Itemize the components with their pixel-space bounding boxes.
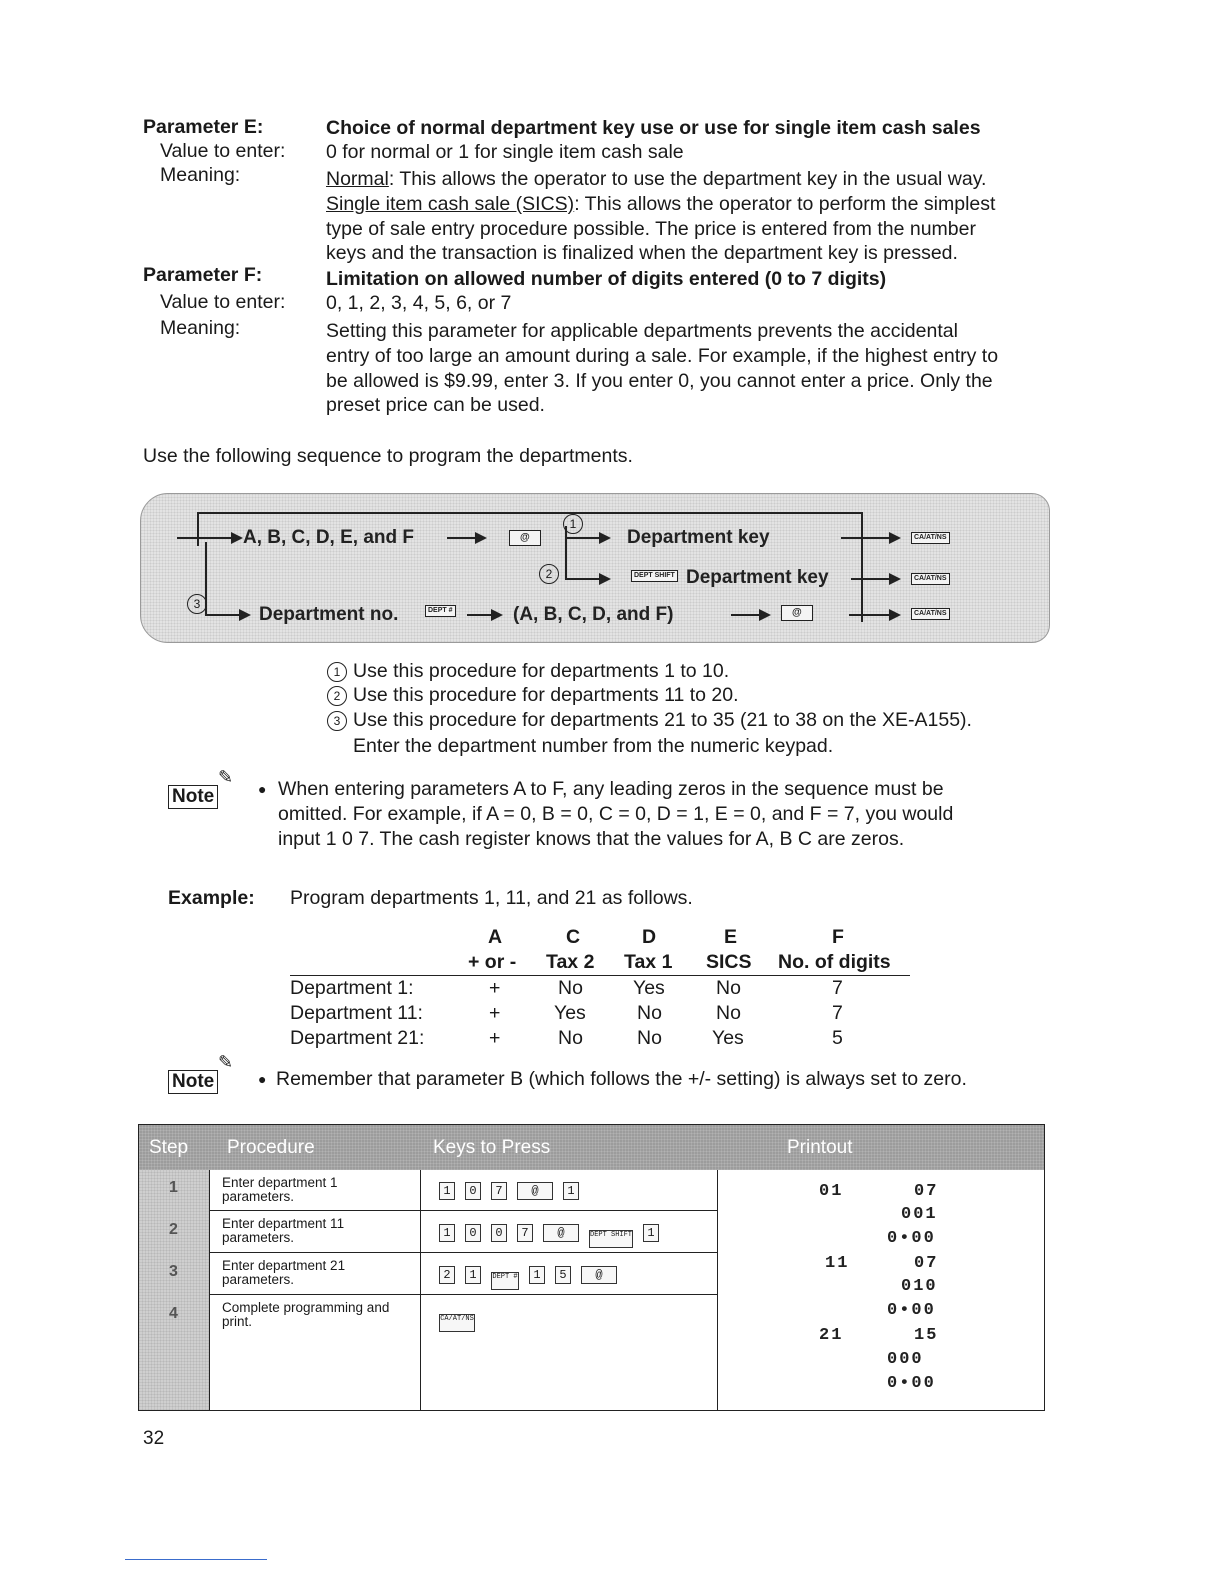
param-f-title: Limitation on allowed number of digits entered (0 to 7 digits) [326,268,887,290]
row2-f: 7 [832,1002,843,1024]
header-procedure: Procedure [227,1137,315,1158]
row1-f: 7 [832,977,843,999]
row3-d: No [637,1027,662,1049]
dept-shift-key: DEPT SHIFT [631,570,678,582]
row1-a: + [489,977,501,999]
printout-right: 001 [901,1205,938,1224]
key-dept-1: 1 [563,1182,579,1200]
param-f-line1: Setting this parameter for applicable departments prevents the accidental [326,320,958,342]
step2-line2: parameters. [222,1230,295,1245]
param-f-line4: preset price can be used. [326,394,545,416]
printout-right: 15 [914,1326,939,1345]
head-letter-a: A [488,926,503,948]
printout-left: 21 [819,1326,844,1345]
param-e-value: 0 for normal or 1 for single item cash sale [326,141,684,163]
diagram-dept-key-1: Department key [627,527,770,548]
printout-right: 010 [901,1277,938,1296]
row3-e: Yes [712,1027,744,1049]
note1-line2: omitted. For example, if A = 0, B = 0, C = 0, D = 1, E = 0, and F = 7, you would [278,803,954,825]
head-letter-e: E [724,926,738,948]
step1-keys [439,1181,589,1200]
pencil-icon: ✎ [218,1052,234,1072]
ca-key-1: CA/AT/NS [911,532,950,544]
param-f-value: 0, 1, 2, 3, 4, 5, 6, or 7 [326,292,512,314]
row2-e: No [716,1002,741,1024]
step3-keys [439,1265,627,1290]
diagram-abcdef-paren: (A, B, C, D, and F) [513,604,674,625]
proc-2-icon: 2 [327,686,347,706]
footer-line [125,1559,267,1560]
step3-line2: parameters. [222,1272,295,1287]
pencil-icon: ✎ [218,767,234,787]
diagram-abcdef: A, B, C, D, E, and F [243,527,415,548]
procedure-3-line2: Enter the department number from the numeric keypad. [353,735,834,757]
procedure-1: Use this procedure for departments 1 to 10. [353,660,730,682]
diagram-dept-no: Department no. [259,604,399,625]
param-f-meaning-label: Meaning: [160,317,241,339]
param-f-label: Parameter F: [143,264,263,286]
row2-dept: Department 11: [290,1002,423,1024]
note-badge-1: Note [168,785,218,809]
key-dept-shift: DEPT SHIFT [589,1230,633,1248]
key-dept-1: 1 [643,1224,659,1242]
key-0: 0 [465,1224,481,1242]
circle-3-icon: 3 [187,594,207,614]
key-5: 5 [555,1266,571,1284]
steps-table [138,1124,1045,1411]
head-letter-f: F [832,926,844,948]
step-number: 3 [169,1263,178,1280]
at-key-2: @ [781,605,813,621]
header-printout: Printout [787,1137,853,1158]
bullet-icon: ● [258,781,267,797]
printout-right: 07 [914,1254,939,1273]
row3-f: 5 [832,1027,843,1049]
key-dept-hash: DEPT # [491,1272,519,1290]
page-number: 32 [143,1428,165,1449]
printout-left: 01 [819,1182,844,1201]
step3-line1: Enter department 21 [222,1258,346,1273]
step-number: 2 [169,1221,178,1238]
param-e-meaning-label: Meaning: [160,164,241,186]
param-e-sics-line2: type of sale entry procedure possible. The price is entered from the number [326,218,976,240]
diagram-dept-key-2: Department key [686,567,829,588]
param-f-line2: entry of too large an amount during a sale. For example, if the highest entry to [326,345,999,367]
param-f-line3: be allowed is $9.99, enter 3. If you enter 0, you cannot enter a price. Only the [326,370,993,392]
at-key-1: @ [509,530,541,546]
key-7: 7 [517,1224,533,1242]
step2-keys [439,1223,669,1248]
step4-keys [439,1307,485,1332]
header-keys: Keys to Press [433,1137,551,1158]
param-e-value-label: Value to enter: [160,140,286,162]
row2-d: No [637,1002,662,1024]
head-name-f: No. of digits [778,951,891,973]
row1-e: No [716,977,741,999]
intro-text: Use the following sequence to program the departments. [143,445,633,467]
key-7: 7 [491,1182,507,1200]
row3-c: No [558,1027,583,1049]
normal-text: : This allows the operator to use the department key in the usual way. [388,168,987,190]
key-1: 1 [439,1182,455,1200]
key-1: 1 [439,1224,455,1242]
printout-right: 0•00 [887,1301,936,1320]
step4-line2: print. [222,1314,253,1329]
key-1: 1 [465,1266,481,1284]
key-0: 0 [465,1182,481,1200]
row1-d: Yes [633,977,665,999]
note-badge-2: Note [168,1070,218,1094]
head-name-d: Tax 1 [624,951,673,973]
ca-key-3: CA/AT/NS [911,608,950,620]
head-name-e: SICS [706,951,752,973]
printout-right: 000 [887,1350,924,1369]
printout-left: 11 [825,1254,850,1273]
dept-hash-key: DEPT # [425,605,456,617]
normal-term: Normal [326,168,389,190]
sics-term: Single item cash sale (SICS) [326,193,575,215]
row2-a: + [489,1002,501,1024]
param-e-label: Parameter E: [143,116,264,138]
procedure-3: Use this procedure for departments 21 to 35 (21 to 38 on the XE-A155). [353,709,972,731]
param-e-normal-line [326,167,986,192]
param-e-sics-line [326,192,995,217]
key-at: @ [543,1224,579,1242]
row3-dept: Department 21: [290,1027,425,1049]
bullet-icon: ● [258,1071,267,1087]
key-at: @ [581,1266,617,1284]
circle-1-icon: 1 [563,514,583,534]
step-number: 4 [169,1305,178,1322]
step2-line1: Enter department 11 [222,1216,345,1231]
key-2: 2 [439,1266,455,1284]
head-name-c: Tax 2 [546,951,595,973]
key-ca-at-ns: CA/AT/NS [439,1314,475,1332]
param-e-title: Choice of normal department key use or use for single item cash sales [326,117,981,139]
example-text: Program departments 1, 11, and 21 as follows. [290,887,693,909]
row1-dept: Department 1: [290,977,414,999]
step4-line1: Complete programming and [222,1300,390,1315]
circle-2-icon: 2 [539,564,559,584]
proc-3-icon: 3 [327,711,347,731]
param-f-value-label: Value to enter: [160,291,286,313]
ca-key-2: CA/AT/NS [911,573,950,585]
printout-right: 07 [914,1182,939,1201]
step1-line2: parameters. [222,1189,295,1204]
note2-text: Remember that parameter B (which follows the +/- setting) is always set to zero. [276,1068,967,1090]
key-at: @ [517,1182,553,1200]
proc-1-icon: 1 [327,662,347,682]
step1-line1: Enter department 1 [222,1175,338,1190]
param-e-sics-line3: keys and the transaction is finalized when the department key is pressed. [326,242,958,264]
step-column [139,1170,209,1410]
sics-text: : This allows the operator to perform the simplest [574,193,996,215]
head-letter-c: C [566,926,581,948]
sequence-diagram [140,493,1050,643]
procedure-2: Use this procedure for departments 11 to 20. [353,684,739,706]
key-1: 1 [529,1266,545,1284]
note1-line3: input 1 0 7. The cash register knows that the values for A, B C are zeros. [278,828,905,850]
row3-a: + [489,1027,501,1049]
note1-line1: When entering parameters A to F, any leading zeros in the sequence must be [278,778,944,800]
example-label: Example: [168,887,255,909]
row1-c: No [558,977,583,999]
key-0: 0 [491,1224,507,1242]
printout-right: 0•00 [887,1229,936,1248]
head-letter-d: D [642,926,657,948]
head-name-a: + or - [468,951,517,973]
printout-right: 0•00 [887,1374,936,1393]
row2-c: Yes [554,1002,586,1024]
header-step: Step [149,1137,189,1158]
step-number: 1 [169,1179,178,1196]
